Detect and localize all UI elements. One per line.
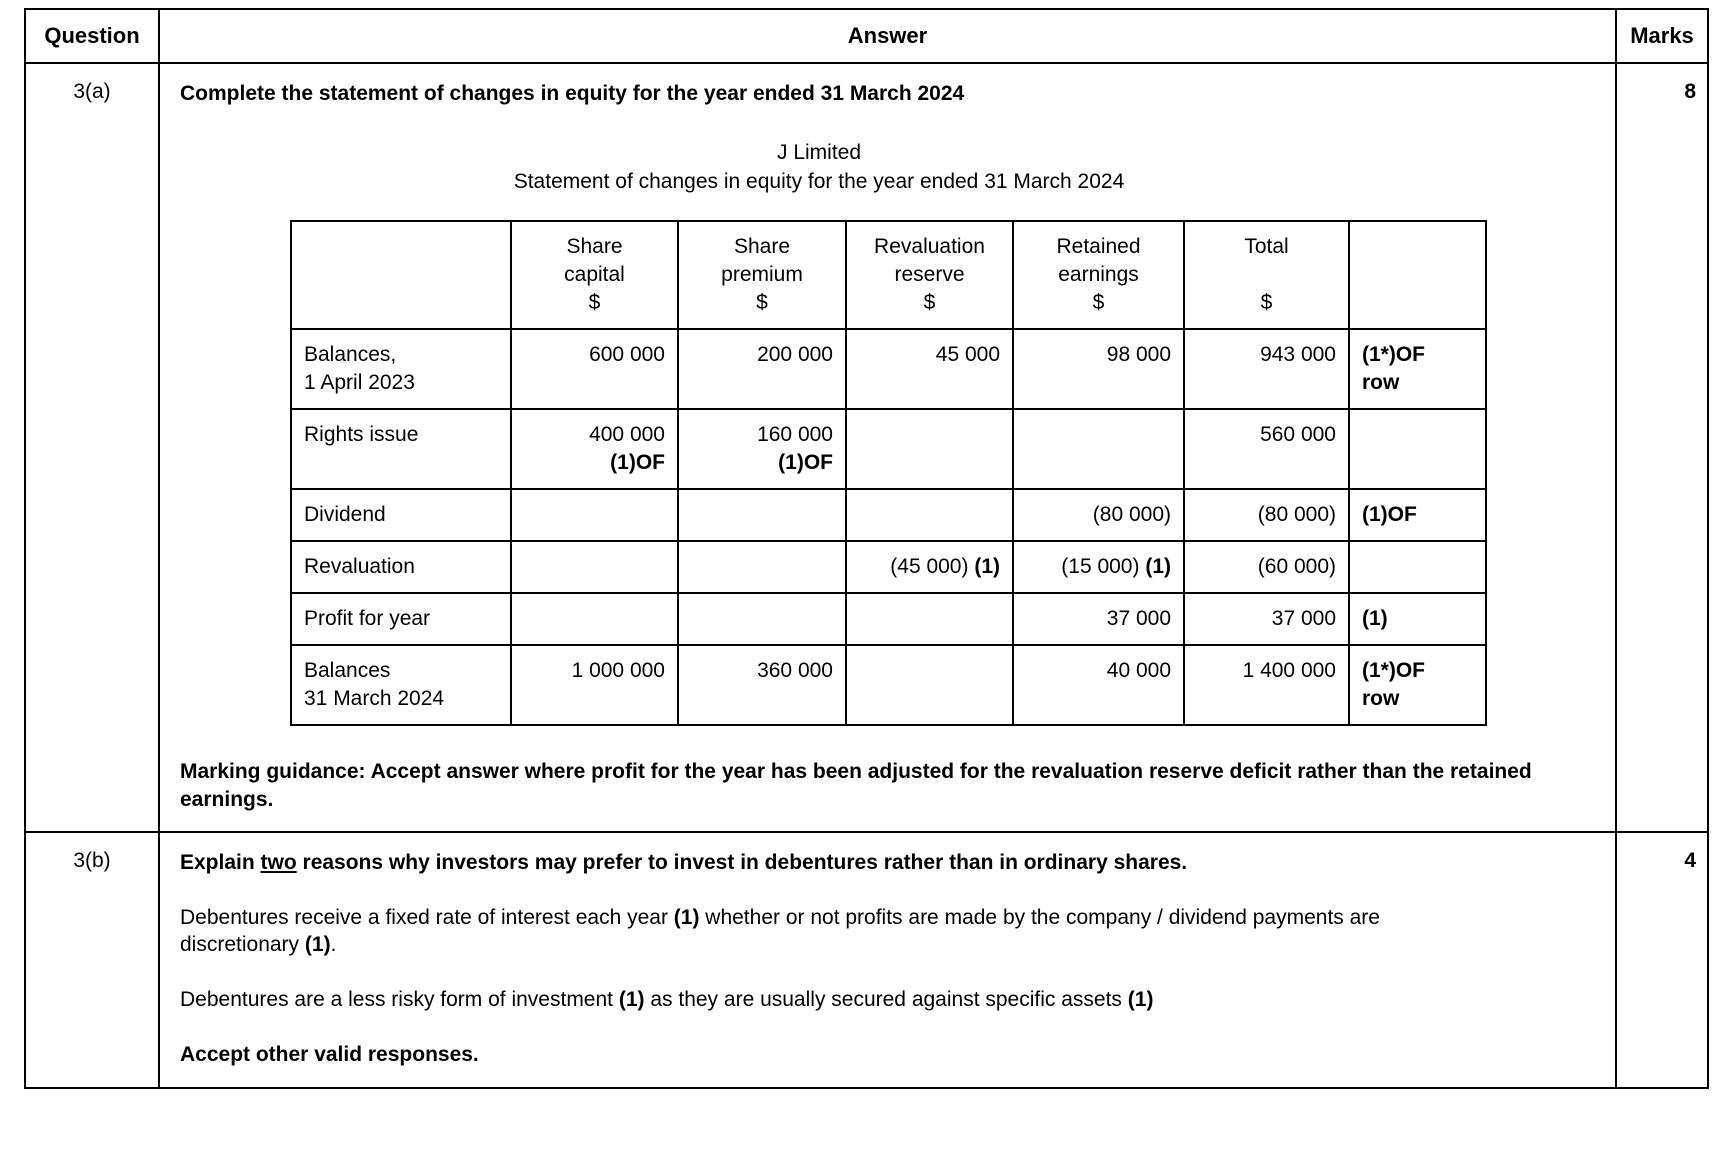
cell-mark [1349,645,1486,725]
row-label-cell [291,645,511,725]
answer-cell-3a [159,63,1616,832]
cell-revaluation-reserve [846,593,1013,645]
label-line-1: Profit for year [304,606,431,630]
answer-text: as they are usually secured against specific assets [644,988,1128,1012]
mark-line-2: row [1362,686,1400,710]
cell-total: 560 000 [1184,409,1349,489]
mark-line-2: row [1362,370,1400,394]
cell-total: (80 000) [1184,489,1349,541]
mark-point: (1) [673,905,700,929]
cell-share-capital [511,489,678,541]
row-label-cell [291,329,511,409]
label-line-1: Dividend [304,502,386,526]
cell-share-capital: 600 000 [511,329,678,409]
currency-symbol: $ [1260,290,1273,314]
mark-line-1: (1)OF [1362,502,1417,526]
cell-retained-earnings [1013,409,1184,489]
prompt-text: reasons why investors may prefer to invest in debentures rather than in ordinary shares. [296,851,1188,875]
cell-share-capital: 1 000 000 [511,645,678,725]
cell-retained-earnings [1013,541,1184,593]
cell-total: 1 400 000 [1184,645,1349,725]
header-line: Revaluation [874,234,985,258]
mark-line-1: (1*)OF [1362,658,1425,682]
mark-line-1: (1*)OF [1362,342,1425,366]
answer-cell-3b [159,832,1616,1087]
header-line [1197,261,1336,289]
header-row [25,9,1708,63]
row-label-cell [291,409,511,489]
currency-symbol: $ [756,290,768,314]
cell-total: 943 000 [1184,329,1349,409]
row-label-cell [291,593,511,645]
cell-share-capital [511,409,678,489]
statement-title: Statement of changes in equity for the year ended 31 March 2024 [513,169,1125,193]
mark-point: (1) [304,933,331,957]
row-label-cell [291,541,511,593]
cell-mark [1349,409,1486,489]
q3b-paragraph-2 [180,986,1430,1014]
label-line-2: 31 March 2024 [304,686,445,710]
equity-row-dividend [291,489,1486,541]
cell-share-premium [678,541,846,593]
label-line-1: Balances, [304,342,397,366]
cell-mark [1349,329,1486,409]
cell-revaluation-reserve [846,645,1013,725]
marking-guidance: Marking guidance: Accept answer where profit for the year has been adjusted for the revaluation reserve deficit rather than the retained earnings. [180,759,1532,811]
header-line: Share [566,234,623,258]
cell-total: 37 000 [1184,593,1349,645]
header-line: premium [721,262,803,286]
equity-row-revaluation [291,541,1486,593]
cell-value: (15 000) [1061,554,1140,578]
answer-text: . [330,933,337,957]
row-label-cell [291,489,511,541]
q3b-prompt [180,849,1595,876]
cell-mark-annotation: (1)OF [610,450,665,474]
currency-symbol: $ [1092,290,1105,314]
cell-share-premium: 360 000 [678,645,846,725]
cell-share-capital [511,541,678,593]
header-line: Share [733,234,791,258]
cell-mark-annotation: (1) [1145,554,1171,578]
question-number-3a: 3(a) [25,63,159,832]
question-number-3b: 3(b) [25,832,159,1087]
q3b-accept-note: Accept other valid responses. [180,1042,479,1066]
header-line: earnings [1058,262,1139,286]
header-line: Total [1244,234,1289,258]
cell-mark [1349,541,1486,593]
q3a-prompt: Complete the statement of changes in equity for the year ended 31 March 2024 [180,82,965,105]
currency-symbol: $ [588,290,601,314]
equity-header-blank [291,221,511,329]
label-line-2: 1 April 2023 [304,370,415,394]
cell-share-premium [678,593,846,645]
marks-3a: 8 [1616,63,1708,832]
answer-text: Debentures are a less risky form of investment [180,988,619,1012]
cell-revaluation-reserve: 45 000 [846,329,1013,409]
equity-header-marks-blank [1349,221,1486,329]
row-3a [25,63,1708,832]
cell-revaluation-reserve [846,489,1013,541]
cell-mark [1349,489,1486,541]
cell-total: (60 000) [1184,541,1349,593]
equity-row-profit-for-year [291,593,1486,645]
cell-share-capital [511,593,678,645]
header-line: capital [564,262,625,286]
equity-header-share-premium [678,221,846,329]
mark-point: (1) [1127,988,1154,1012]
marks-3b: 4 [1616,832,1708,1087]
answer-text: Debentures receive a fixed rate of interest each year [180,905,674,929]
prompt-underlined-word: two [260,851,297,875]
cell-mark-annotation: (1)OF [778,450,833,474]
cell-share-premium [678,409,846,489]
cell-retained-earnings: 98 000 [1013,329,1184,409]
mark-line-1: (1) [1362,606,1388,630]
header-line: reserve [894,262,965,286]
equity-header-revaluation-reserve [846,221,1013,329]
prompt-text: Explain [180,851,261,875]
q3b-paragraph-1 [180,904,1430,959]
cell-retained-earnings: 37 000 [1013,593,1184,645]
currency-symbol: $ [923,290,936,314]
cell-revaluation-reserve [846,409,1013,489]
cell-value: 400 000 [589,422,665,446]
label-line-1: Revaluation [304,554,415,578]
cell-retained-earnings: 40 000 [1013,645,1184,725]
label-line-1: Rights issue [304,422,419,446]
cell-value: (45 000) [890,554,969,578]
answer-column-header: Answer [159,9,1616,63]
cell-value: 160 000 [757,422,833,446]
statement-titles [290,139,1348,196]
cell-mark-annotation: (1) [974,554,1000,578]
cell-share-premium: 200 000 [678,329,846,409]
company-name: J Limited [776,141,862,165]
mark-scheme-table [24,8,1709,1089]
equity-row-balances-open [291,329,1486,409]
equity-header-share-capital [511,221,678,329]
equity-table [290,220,1487,726]
label-line-1: Balances [304,658,391,682]
cell-retained-earnings: (80 000) [1013,489,1184,541]
equity-header-row [291,221,1486,329]
cell-share-premium [678,489,846,541]
row-3b [25,832,1708,1087]
equity-header-total [1184,221,1349,329]
cell-revaluation-reserve [846,541,1013,593]
marks-column-header: Marks [1616,9,1708,63]
equity-header-retained-earnings [1013,221,1184,329]
equity-row-rights-issue [291,409,1486,489]
answer-text: whether or not profits are made by the company / dividend payments are discretionary [180,905,1380,957]
cell-mark [1349,593,1486,645]
question-column-header: Question [25,9,159,63]
equity-row-balances-close [291,645,1486,725]
mark-point: (1) [618,988,645,1012]
header-line: Retained [1056,234,1141,258]
